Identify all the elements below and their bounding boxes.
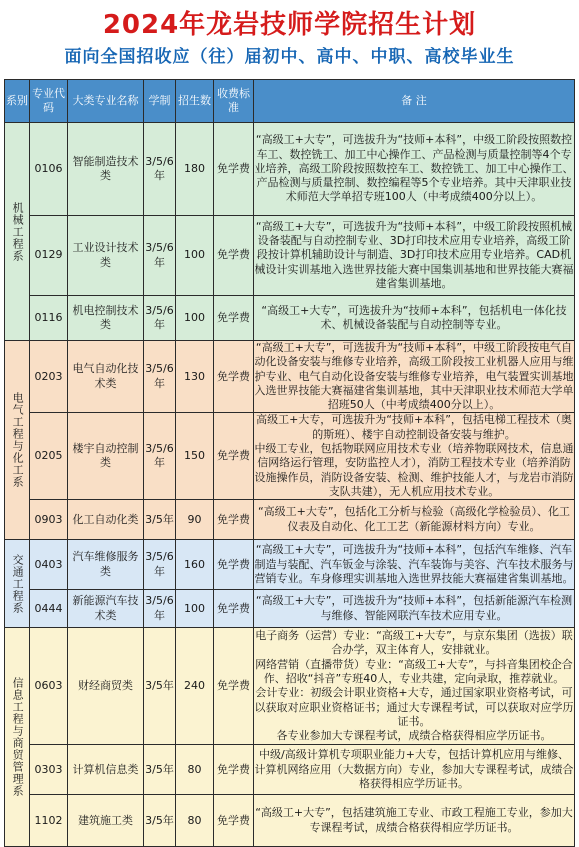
study-years: 3/5年 xyxy=(144,500,176,540)
header-name: 大类专业名称 xyxy=(68,80,144,123)
major-note: 中级/高级计算机专项职业能力+大专，包括计算机应用与维修、计算机网络应用（大数据方向）专业，参加大专课程考试，成绩合格获得相应学历证书。 xyxy=(254,745,575,795)
table-row xyxy=(5,341,575,413)
enrollment-quota: 130 xyxy=(176,341,214,413)
major-code: 0303 xyxy=(30,745,68,795)
major-name: 汽车维修服务类 xyxy=(68,540,144,590)
enrollment-quota: 160 xyxy=(176,540,214,590)
header-system: 系别 xyxy=(5,80,30,123)
major-name: 机电控制技术类 xyxy=(68,296,144,341)
major-name: 计算机信息类 xyxy=(68,745,144,795)
major-name: 财经商贸类 xyxy=(68,628,144,745)
enrollment-quota: 180 xyxy=(176,123,214,216)
major-name: 新能源汽车技术类 xyxy=(68,590,144,628)
table-header-row xyxy=(5,80,575,123)
enrollment-quota: 100 xyxy=(176,296,214,341)
table-row xyxy=(5,540,575,590)
major-note: “高级工+大专”，可选拔升为“技师+本科”，包括汽车维修、汽车制造与装配、汽车钣金与涂装、汽车装饰与美容、汽车技术服务与营销专业。车身修理实训基地入选世界技能大赛福建省集训基地。 xyxy=(254,540,575,590)
table-row xyxy=(5,413,575,500)
major-code: 0106 xyxy=(30,123,68,216)
table-row xyxy=(5,628,575,745)
major-code: 1102 xyxy=(30,795,68,847)
enrollment-plan-table xyxy=(4,79,575,847)
major-note: “高级工+大专”，包括化工分析与检验（高级化学检验员）、化工仪表及自动化、化工工艺（新能源材料方向）专业。 xyxy=(254,500,575,540)
enrollment-quota: 100 xyxy=(176,216,214,296)
study-years: 3/5年 xyxy=(144,628,176,745)
tuition-fee: 免学费 xyxy=(214,341,254,413)
tuition-fee: 免学费 xyxy=(214,540,254,590)
major-code: 0129 xyxy=(30,216,68,296)
table-row xyxy=(5,216,575,296)
enrollment-quota: 90 xyxy=(176,500,214,540)
major-code: 0403 xyxy=(30,540,68,590)
department-cell: 电气工程与化工系 xyxy=(5,341,30,540)
major-note: “高级工+大专”，可选拔升为“技师+本科”，包括机电一体化技术、机械设备装配与自动控制等专业。 xyxy=(254,296,575,341)
enrollment-quota: 80 xyxy=(176,795,214,847)
enrollment-quota: 100 xyxy=(176,590,214,628)
major-note: “高级工+大专”，可选拔升为“技师+本科”，中级工阶段按照机械设备装配与自动控制专业、3D打印技术应用专业培养，高级工阶段按计算机辅助设计与制造、3D打印技术应用专业培养。CAD机械设计实训基地入选世界技能大赛中国集训基地和世界技能大赛福建省集训基地。 xyxy=(254,216,575,296)
header-fee: 收费标准 xyxy=(214,80,254,123)
study-years: 3/5/6年 xyxy=(144,590,176,628)
major-note: “高级工+大专”，可选拔升为“技师+本科”，中级工阶段按照数控车工、数控铣工、加工中心操作工、产品检测与质量控制等4个专业培养，高级工阶段按照数控车工、数控铣工、加工中心操作工、产品检测与质量控制、数控编程等5个专业培养。其中天津职业技术师范大学单招专班100人（中考成绩400分以上）。 xyxy=(254,123,575,216)
tuition-fee: 免学费 xyxy=(214,123,254,216)
header-note: 备 注 xyxy=(254,80,575,123)
major-code: 0444 xyxy=(30,590,68,628)
study-years: 3/5/6年 xyxy=(144,413,176,500)
enrollment-quota: 150 xyxy=(176,413,214,500)
table-row xyxy=(5,296,575,341)
table-row xyxy=(5,795,575,847)
table-row xyxy=(5,590,575,628)
tuition-fee: 免学费 xyxy=(214,745,254,795)
tuition-fee: 免学费 xyxy=(214,628,254,745)
major-note: “高级工+大专”，可选拔升为“技师+本科”，包括新能源汽车检测与维修、智能网联汽车技术应用专业。 xyxy=(254,590,575,628)
study-years: 3/5/6年 xyxy=(144,296,176,341)
study-years: 3/5/6年 xyxy=(144,216,176,296)
tuition-fee: 免学费 xyxy=(214,413,254,500)
major-note: “高级工+大专”，包括建筑施工专业、市政工程施工专业，参加大专课程考试，成绩合格获得相应学历证书。 xyxy=(254,795,575,847)
page-subtitle: 面向全国招收应（往）届初中、高中、中职、高校毕业生 xyxy=(64,47,515,67)
header-quota: 招生数 xyxy=(176,80,214,123)
table-row xyxy=(5,500,575,540)
major-code: 0205 xyxy=(30,413,68,500)
major-name: 电气自动化技术类 xyxy=(68,341,144,413)
table-row xyxy=(5,123,575,216)
major-code: 0903 xyxy=(30,500,68,540)
tuition-fee: 免学费 xyxy=(214,590,254,628)
tuition-fee: 免学费 xyxy=(214,296,254,341)
department-cell: 交通工程系 xyxy=(5,540,30,628)
major-code: 0116 xyxy=(30,296,68,341)
major-code: 0203 xyxy=(30,341,68,413)
major-name: 化工自动化类 xyxy=(68,500,144,540)
major-note: “高级工+大专”，可选拔升为“技师+本科”，中级工阶段按电气自动化设备安装与维修专业培养，高级工阶段按工业机器人应用与维护专业、电气自动化设备安装与维修专业培养，电气装置实训基地入选世界技能大赛福建省集训基地，其中天津职业技术师范大学单招班50人（中考成绩400分以上）。 xyxy=(254,341,574,412)
header-code: 专业代码 xyxy=(30,80,68,123)
page-title: 2024年龙岩技师学院招生计划 xyxy=(102,10,477,40)
header-years: 学制 xyxy=(144,80,176,123)
major-name: 工业设计技术类 xyxy=(68,216,144,296)
major-note: 电子商务（运营）专业：“高级工+大专”，与京东集团（选拔）联合办学，双主体育人，安排就业。 网络营销（直播带货）专业：“高级工+大专”，与抖音集团校企合作、招收“抖音”专班40人，专业共建，定向录取，推荐就业。 会计专业：初级会计职业资格+大专，通过国家职业资格考试，可以获取对应职业资格证书；通过大专课程考试，可以获取对应学历证书。 各专业参加大专课程考试，成绩合格获得相应学历证书。 xyxy=(254,628,575,745)
enrollment-quota: 80 xyxy=(176,745,214,795)
major-name: 楼宇自动控制类 xyxy=(68,413,144,500)
department-cell: 信息工程与商贸管理系 xyxy=(5,628,30,847)
study-years: 3/5/6年 xyxy=(144,123,176,216)
tuition-fee: 免学费 xyxy=(214,216,254,296)
enrollment-quota: 240 xyxy=(176,628,214,745)
study-years: 3/5/6年 xyxy=(144,341,176,413)
major-name: 建筑施工类 xyxy=(68,795,144,847)
major-code: 0603 xyxy=(30,628,68,745)
table-row xyxy=(5,745,575,795)
major-note: 高级工+大专，可选拔升为“技师+本科”，包括电梯工程技术（奥的斯班）、楼宇自动控制设备安装与维护。 中级工专业，包括物联网应用技术专业（培养物联网技术，信息通信网络运行管理，安防监控人才），消防工程技术专业（培养消防设施操作员，消防设备安装、检测、维护技能人才，与龙岩市消防支队共建），无人机应用技术专业。 xyxy=(254,413,574,498)
major-name: 智能制造技术类 xyxy=(68,123,144,216)
study-years: 3/5年 xyxy=(144,795,176,847)
tuition-fee: 免学费 xyxy=(214,795,254,847)
study-years: 3/5/6年 xyxy=(144,540,176,590)
study-years: 3/5年 xyxy=(144,745,176,795)
tuition-fee: 免学费 xyxy=(214,500,254,540)
department-cell: 机械工程系 xyxy=(5,123,30,341)
